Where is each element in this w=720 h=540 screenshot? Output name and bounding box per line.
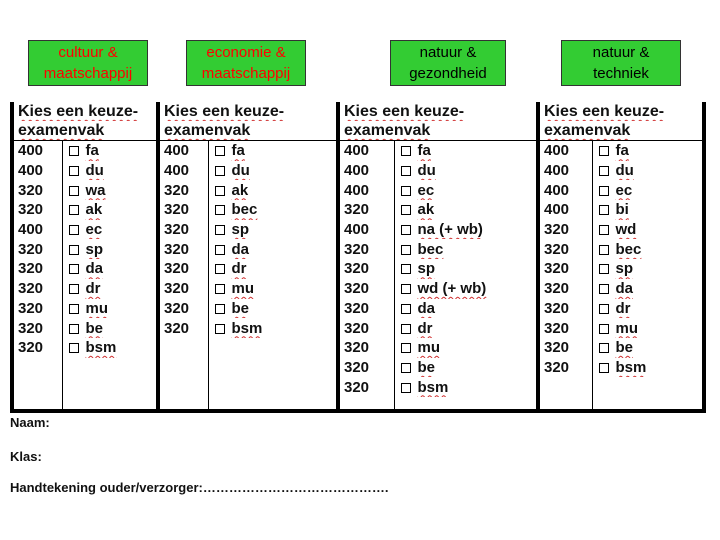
subject-cell <box>208 338 338 358</box>
profile-box-economie-maatschappij <box>186 40 306 86</box>
subject-value: fa <box>615 142 629 160</box>
column-header <box>538 121 704 141</box>
subject-cell <box>592 377 704 397</box>
column-header <box>338 121 538 141</box>
subject-value: bec <box>615 240 642 258</box>
subject-value: bsm <box>417 378 449 396</box>
subject-cell <box>394 338 538 358</box>
points-value: 320 <box>164 240 190 258</box>
checkbox-icon[interactable] <box>215 146 225 156</box>
subject-cell <box>208 299 338 319</box>
points-value: 400 <box>544 162 570 180</box>
subject-cell <box>208 397 338 411</box>
subject-cell <box>208 161 338 181</box>
checkbox-icon[interactable] <box>401 324 411 334</box>
class-label: Klas: <box>10 449 42 464</box>
points-cell <box>12 200 62 220</box>
checkbox-icon[interactable] <box>69 146 79 156</box>
profile-box-natuur-techniek <box>561 40 681 86</box>
checkbox-icon[interactable] <box>401 284 411 294</box>
points-cell <box>158 141 208 161</box>
profile-label: natuur & gezondheid <box>409 44 487 82</box>
column-header-text: examenvak <box>344 122 431 139</box>
subject-value: du <box>615 162 634 180</box>
points-cell <box>338 239 394 259</box>
subject-value: mu <box>231 280 254 298</box>
points-cell <box>538 358 592 378</box>
subject-value: sp <box>231 221 250 239</box>
points-value: 320 <box>344 260 370 278</box>
subject-cell <box>592 141 704 161</box>
checkbox-icon[interactable] <box>69 324 79 334</box>
points-cell <box>538 299 592 319</box>
points-value: 400 <box>344 181 370 199</box>
points-cell <box>12 161 62 181</box>
column-header-text: Kies een keuze- <box>164 103 285 120</box>
points-cell <box>12 338 62 358</box>
table-header-row <box>12 121 704 141</box>
subject-value: du <box>85 162 104 180</box>
subject-cell <box>62 299 158 319</box>
points-value: 320 <box>544 319 570 337</box>
checkbox-icon[interactable] <box>69 245 79 255</box>
subject-value: du <box>417 162 436 180</box>
table-row <box>12 259 704 279</box>
checkbox-icon[interactable] <box>401 264 411 274</box>
table-row <box>12 141 704 161</box>
checkbox-icon[interactable] <box>69 186 79 196</box>
checkbox-icon[interactable] <box>215 245 225 255</box>
choice-table <box>10 102 706 413</box>
subject-cell <box>62 180 158 200</box>
subject-value: wd (+ wb) <box>417 280 487 298</box>
subject-cell <box>592 397 704 411</box>
subject-value: sp <box>417 260 436 278</box>
subject-cell <box>62 259 158 279</box>
checkbox-icon[interactable] <box>215 284 225 294</box>
subject-value: sp <box>615 260 634 278</box>
points-cell <box>12 397 62 411</box>
checkbox-icon[interactable] <box>69 205 79 215</box>
points-value: 400 <box>344 142 370 160</box>
profile-label: natuur & techniek <box>592 44 650 82</box>
points-value: 400 <box>18 142 44 160</box>
points-value: 320 <box>18 299 44 317</box>
points-cell <box>158 239 208 259</box>
points-cell <box>538 397 592 411</box>
subject-cell <box>394 161 538 181</box>
subject-cell <box>592 200 704 220</box>
subject-value: fa <box>417 142 431 160</box>
points-cell <box>538 318 592 338</box>
points-value: 320 <box>544 260 570 278</box>
points-value: 400 <box>18 162 44 180</box>
subject-cell <box>592 220 704 240</box>
checkbox-icon[interactable] <box>69 264 79 274</box>
subject-cell <box>394 259 538 279</box>
subject-cell <box>208 180 338 200</box>
subject-cell <box>62 318 158 338</box>
checkbox-icon[interactable] <box>401 205 411 215</box>
points-value: 400 <box>164 162 190 180</box>
points-cell <box>338 200 394 220</box>
subject-cell <box>208 141 338 161</box>
points-value: 320 <box>544 299 570 317</box>
subject-value: bec <box>231 201 258 219</box>
points-cell <box>338 141 394 161</box>
checkbox-icon[interactable] <box>401 383 411 393</box>
subject-cell <box>208 200 338 220</box>
points-cell <box>158 259 208 279</box>
subject-cell <box>592 338 704 358</box>
column-header <box>538 102 704 121</box>
table-row <box>12 299 704 319</box>
subject-value: da <box>615 280 634 298</box>
subject-value: wa <box>85 181 106 199</box>
points-cell <box>338 318 394 338</box>
subject-value: be <box>417 358 436 376</box>
points-value: 320 <box>544 339 570 357</box>
points-cell <box>538 200 592 220</box>
profile-label: economie & maatschappij <box>201 44 291 82</box>
column-header-text: examenvak <box>18 122 105 139</box>
subject-value: be <box>231 299 250 317</box>
points-cell <box>338 279 394 299</box>
subject-cell <box>592 180 704 200</box>
column-header <box>12 102 158 121</box>
checkbox-icon[interactable] <box>69 343 79 353</box>
subject-cell <box>208 239 338 259</box>
subject-cell <box>394 200 538 220</box>
points-cell <box>12 377 62 397</box>
column-header <box>158 102 338 121</box>
points-cell <box>12 299 62 319</box>
points-cell <box>12 358 62 378</box>
points-value: 320 <box>544 221 570 239</box>
checkbox-icon[interactable] <box>401 245 411 255</box>
subject-value: da <box>231 240 250 258</box>
profile-box-natuur-gezondheid <box>390 40 506 86</box>
choice-table-wrapper <box>10 102 702 398</box>
points-cell <box>12 220 62 240</box>
points-cell <box>338 180 394 200</box>
points-cell <box>338 338 394 358</box>
points-value: 320 <box>344 339 370 357</box>
subject-cell <box>394 279 538 299</box>
subject-cell <box>394 358 538 378</box>
checkbox-icon[interactable] <box>599 166 609 176</box>
table-bottom-row <box>12 397 704 411</box>
points-cell <box>12 239 62 259</box>
subject-value: ak <box>231 181 249 199</box>
subject-value: be <box>85 319 104 337</box>
column-header-text: Kies een keuze- <box>344 103 465 120</box>
points-value: 400 <box>544 181 570 199</box>
subject-value: fa <box>85 142 99 160</box>
subject-value: be <box>615 339 634 357</box>
subject-cell <box>394 180 538 200</box>
checkbox-icon[interactable] <box>401 343 411 353</box>
checkbox-icon[interactable] <box>401 363 411 373</box>
points-cell <box>12 279 62 299</box>
points-value: 320 <box>164 280 190 298</box>
subject-cell <box>394 318 538 338</box>
column-header <box>158 121 338 141</box>
points-value: 320 <box>164 201 190 219</box>
points-cell <box>158 318 208 338</box>
points-value: 320 <box>18 240 44 258</box>
checkbox-icon[interactable] <box>599 304 609 314</box>
profile-label: cultuur & maatschappij <box>43 44 133 82</box>
points-value: 320 <box>544 358 570 376</box>
subject-cell <box>394 220 538 240</box>
points-cell <box>538 239 592 259</box>
points-cell <box>538 161 592 181</box>
column-header-text: examenvak <box>164 122 251 139</box>
checkbox-icon[interactable] <box>599 363 609 373</box>
points-cell <box>338 299 394 319</box>
table-row <box>12 239 704 259</box>
points-cell <box>538 338 592 358</box>
subject-value: sp <box>85 240 104 258</box>
signature-label: Handtekening ouder/verzorger:……………………………………. <box>10 480 389 495</box>
subject-cell <box>62 161 158 181</box>
subject-cell <box>592 358 704 378</box>
checkbox-icon[interactable] <box>215 304 225 314</box>
subject-value: ec <box>85 221 103 239</box>
subject-value: bsm <box>85 339 117 357</box>
points-value: 320 <box>18 319 44 337</box>
subject-cell <box>208 318 338 338</box>
subject-value: da <box>85 260 104 278</box>
subject-cell <box>62 141 158 161</box>
subject-value: bec <box>417 240 444 258</box>
checkbox-icon[interactable] <box>599 225 609 235</box>
subject-value: mu <box>615 319 638 337</box>
column-header <box>12 121 158 141</box>
points-value: 320 <box>544 240 570 258</box>
subject-cell <box>62 358 158 378</box>
points-cell <box>158 377 208 397</box>
checkbox-icon[interactable] <box>401 304 411 314</box>
points-value: 320 <box>18 201 44 219</box>
points-cell <box>338 161 394 181</box>
subject-cell <box>62 220 158 240</box>
subject-cell <box>394 141 538 161</box>
subject-value: ak <box>85 201 103 219</box>
checkbox-icon[interactable] <box>215 264 225 274</box>
subject-value: dr <box>615 299 631 317</box>
subject-value: dr <box>417 319 433 337</box>
subject-cell <box>592 279 704 299</box>
points-value: 320 <box>344 280 370 298</box>
points-cell <box>158 200 208 220</box>
subject-cell <box>208 358 338 378</box>
checkbox-icon[interactable] <box>215 225 225 235</box>
checkbox-icon[interactable] <box>599 324 609 334</box>
points-cell <box>538 377 592 397</box>
checkbox-icon[interactable] <box>401 166 411 176</box>
subject-cell <box>208 259 338 279</box>
subject-cell <box>592 239 704 259</box>
checkbox-icon[interactable] <box>599 205 609 215</box>
checkbox-icon[interactable] <box>599 264 609 274</box>
subject-value: fa <box>231 142 245 160</box>
checkbox-icon[interactable] <box>69 304 79 314</box>
column-header-text: Kies een keuze- <box>544 103 665 120</box>
points-value: 320 <box>164 221 190 239</box>
points-value: 400 <box>544 201 570 219</box>
points-cell <box>538 141 592 161</box>
subject-value: du <box>231 162 250 180</box>
subject-cell <box>62 377 158 397</box>
checkbox-icon[interactable] <box>401 225 411 235</box>
table-row <box>12 161 704 181</box>
points-value: 320 <box>344 378 370 396</box>
subject-cell <box>592 259 704 279</box>
table-row <box>12 279 704 299</box>
points-value: 320 <box>344 240 370 258</box>
points-cell <box>338 259 394 279</box>
subject-value: ak <box>417 201 435 219</box>
checkbox-icon[interactable] <box>401 186 411 196</box>
subject-cell <box>62 279 158 299</box>
points-value: 400 <box>18 221 44 239</box>
subject-cell <box>62 338 158 358</box>
points-value: 320 <box>164 260 190 278</box>
checkbox-icon[interactable] <box>215 186 225 196</box>
points-value: 320 <box>344 201 370 219</box>
points-cell <box>158 161 208 181</box>
subject-value: na (+ wb) <box>417 221 483 239</box>
checkbox-icon[interactable] <box>215 324 225 334</box>
checkbox-icon[interactable] <box>599 186 609 196</box>
subject-cell <box>592 161 704 181</box>
checkbox-icon[interactable] <box>69 284 79 294</box>
table-row <box>12 200 704 220</box>
points-value: 320 <box>18 280 44 298</box>
points-cell <box>158 299 208 319</box>
subject-value: dr <box>85 280 101 298</box>
points-cell <box>338 397 394 411</box>
points-value: 400 <box>164 142 190 160</box>
subject-cell <box>208 377 338 397</box>
points-value: 320 <box>18 181 44 199</box>
column-header-text: examenvak <box>544 122 631 139</box>
points-cell <box>12 259 62 279</box>
points-cell <box>338 220 394 240</box>
subject-cell <box>62 239 158 259</box>
points-value: 320 <box>18 260 44 278</box>
points-cell <box>338 358 394 378</box>
profile-box-cultuur-maatschappij <box>28 40 148 86</box>
column-header <box>338 102 538 121</box>
points-cell <box>12 318 62 338</box>
points-value: 320 <box>164 181 190 199</box>
subject-value: mu <box>417 339 440 357</box>
subject-cell <box>592 318 704 338</box>
subject-value: da <box>417 299 436 317</box>
points-cell <box>158 397 208 411</box>
subject-cell <box>208 220 338 240</box>
subject-value: ec <box>417 181 435 199</box>
points-cell <box>538 259 592 279</box>
subject-value: bsm <box>615 358 647 376</box>
points-value: 320 <box>18 339 44 357</box>
points-cell <box>338 377 394 397</box>
table-header-row <box>12 102 704 121</box>
subject-cell <box>394 397 538 411</box>
checkbox-icon[interactable] <box>69 166 79 176</box>
points-cell <box>538 279 592 299</box>
table-row <box>12 220 704 240</box>
checkbox-icon[interactable] <box>599 146 609 156</box>
points-value: 320 <box>164 299 190 317</box>
checkbox-icon[interactable] <box>215 205 225 215</box>
points-cell <box>538 180 592 200</box>
points-value: 320 <box>344 319 370 337</box>
subject-cell <box>592 299 704 319</box>
checkbox-icon[interactable] <box>599 284 609 294</box>
subject-cell <box>394 239 538 259</box>
points-cell <box>158 338 208 358</box>
table-row <box>12 377 704 397</box>
subject-value: dr <box>231 260 247 278</box>
table-row <box>12 358 704 378</box>
subject-cell <box>394 299 538 319</box>
subject-cell <box>62 200 158 220</box>
points-cell <box>158 220 208 240</box>
subject-value: bsm <box>231 319 263 337</box>
points-cell <box>158 358 208 378</box>
points-value: 320 <box>344 299 370 317</box>
points-cell <box>12 141 62 161</box>
subject-cell <box>62 397 158 411</box>
table-row <box>12 180 704 200</box>
checkbox-icon[interactable] <box>215 166 225 176</box>
name-label: Naam: <box>10 415 50 430</box>
column-header-text: Kies een keuze- <box>18 103 139 120</box>
checkbox-icon[interactable] <box>599 245 609 255</box>
subject-value: bi <box>615 201 629 219</box>
points-value: 400 <box>344 221 370 239</box>
points-value: 320 <box>344 358 370 376</box>
subject-cell <box>394 377 538 397</box>
points-cell <box>158 279 208 299</box>
points-cell <box>12 180 62 200</box>
checkbox-icon[interactable] <box>401 146 411 156</box>
points-cell <box>158 180 208 200</box>
subject-value: wd <box>615 221 637 239</box>
points-value: 320 <box>164 319 190 337</box>
table-row <box>12 318 704 338</box>
points-value: 320 <box>544 280 570 298</box>
points-value: 400 <box>544 142 570 160</box>
table-row <box>12 338 704 358</box>
subject-value: mu <box>85 299 108 317</box>
points-value: 400 <box>344 162 370 180</box>
checkbox-icon[interactable] <box>69 225 79 235</box>
points-cell <box>538 220 592 240</box>
subject-cell <box>208 279 338 299</box>
checkbox-icon[interactable] <box>599 343 609 353</box>
subject-value: ec <box>615 181 633 199</box>
